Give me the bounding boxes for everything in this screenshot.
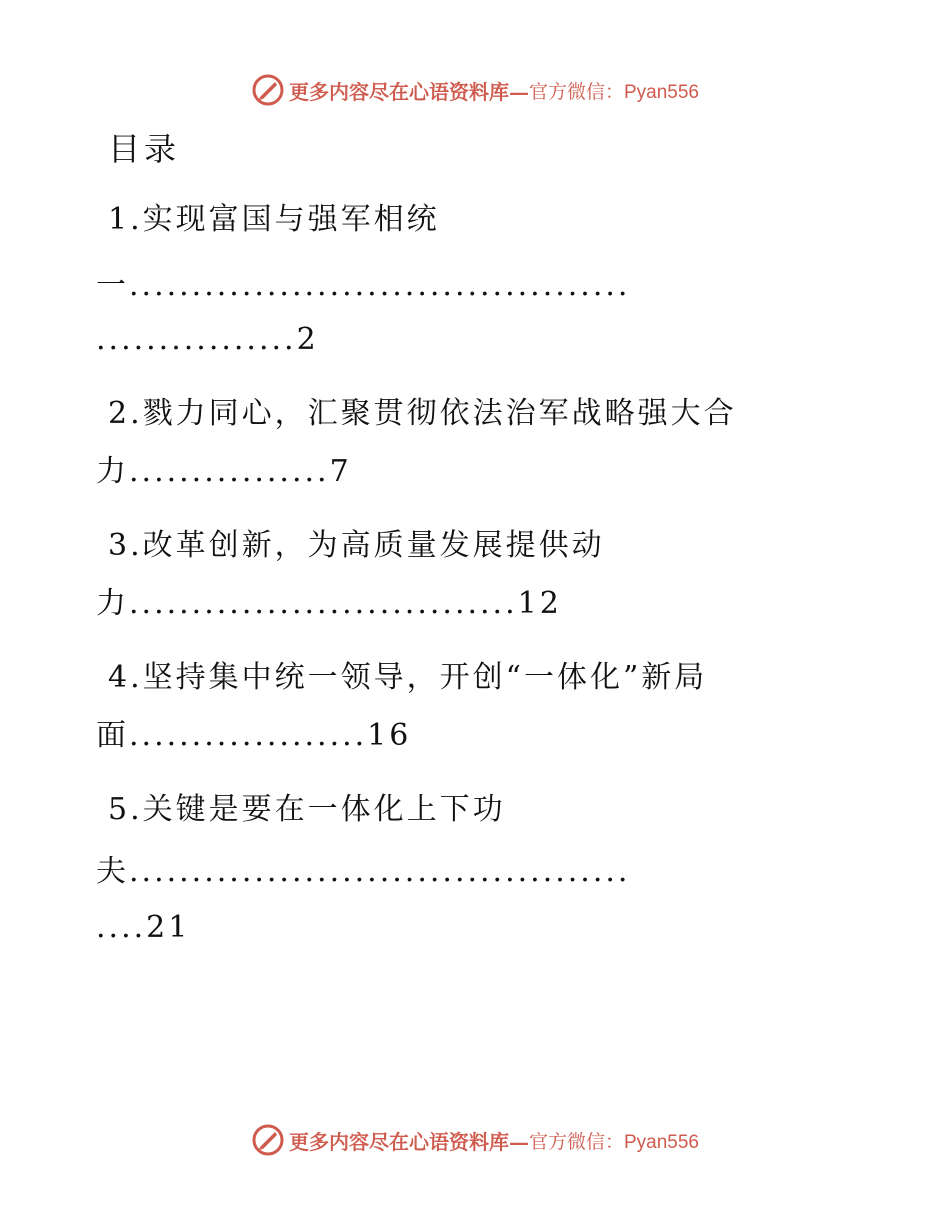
toc-entry-2-page: 力................7	[96, 454, 352, 489]
toc-entry-1-leader: 一........................................	[96, 268, 631, 303]
toc-entry-5-page: ....21	[96, 910, 191, 945]
toc-entry-1-page: ................2	[96, 322, 319, 357]
watermark-wechat-text: 官方微信：Pyan556	[528, 81, 699, 103]
toc-entry-4-page: 面...................16	[96, 718, 412, 753]
watermark-brand-text: 更多内容尽在心语资料库—	[288, 79, 529, 104]
toc-title: 目录	[108, 130, 181, 168]
red-quill-logo-icon	[251, 1123, 285, 1157]
toc-entry-3-page: 力...............................12	[96, 586, 562, 621]
toc-entry-4-title: 4.坚持集中统一领导，开创“一体化”新局	[108, 660, 708, 695]
toc-entry-2-title: 2.戮力同心，汇聚贯彻依法治军战略强大合	[108, 396, 737, 431]
header-watermark	[0, 70, 950, 110]
watermark-brand-text: 更多内容尽在心语资料库—	[288, 1129, 529, 1154]
toc-entry-1-title: 1.实现富国与强军相统	[108, 202, 440, 237]
toc-entry-3-title: 3.改革创新，为高质量发展提供动	[108, 528, 605, 563]
toc-entry-5-title: 5.关键是要在一体化上下功	[108, 792, 506, 827]
red-quill-logo-icon	[251, 73, 285, 107]
watermark-wechat-text: 官方微信：Pyan556	[528, 1131, 699, 1153]
toc-entry-5-leader: 夫........................................	[96, 854, 631, 889]
footer-watermark	[0, 1120, 950, 1160]
